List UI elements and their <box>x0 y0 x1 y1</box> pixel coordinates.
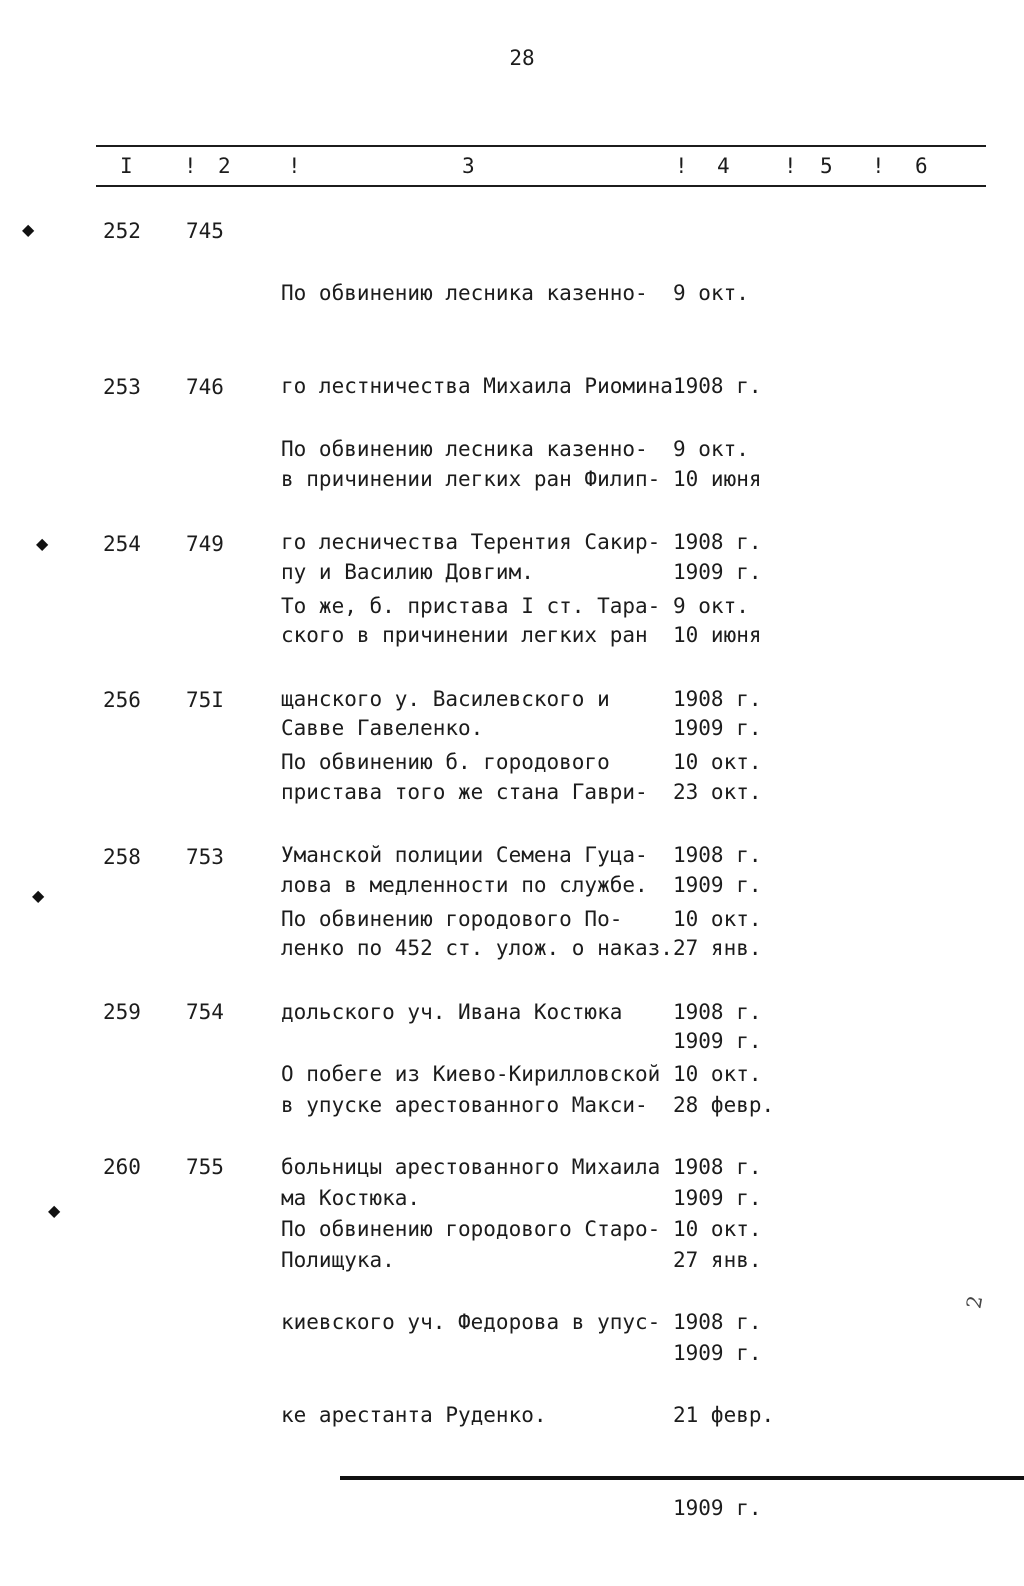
entry-description <box>281 1152 673 1586</box>
entry-dates <box>673 1152 783 1586</box>
header-col-1: I <box>120 154 133 178</box>
description-line: По обвинению лесника казенно- <box>281 281 648 305</box>
date-line: 1908 г. <box>673 530 762 554</box>
case-number: 745 <box>186 219 224 243</box>
description-line: щанского у. Василевского и <box>281 687 610 711</box>
header-col-5: 5 <box>820 154 833 178</box>
margin-handwritten-note: 2 <box>961 1293 988 1311</box>
description-line: лова в медленности по службе. <box>281 873 648 897</box>
header-sep-1: ! <box>184 154 197 178</box>
entry-number: 259 <box>103 1000 141 1024</box>
description-line: в упуске арестованного Макси- <box>281 1093 648 1117</box>
description-line: ленко по 452 ст. улож. о наказ. <box>281 936 673 960</box>
date-line: 1908 г. <box>673 843 762 867</box>
description-line: го лестничества Михаила Риомина <box>281 374 673 398</box>
description-line: По обвинению городового По- <box>281 907 623 931</box>
description-line: Савве Гавеленко. <box>281 716 484 740</box>
description-line: По обвинению б. городового <box>281 750 610 774</box>
header-sep-4: ! <box>784 154 797 178</box>
description-line: Уманской полиции Семена Гуца- <box>281 843 648 867</box>
date-line: 10 июня <box>673 467 762 491</box>
date-line: 1909 г. <box>673 716 762 740</box>
date-line: 1909 г. <box>673 1029 762 1053</box>
entry-number: 254 <box>103 532 141 556</box>
description-line <box>281 1493 673 1524</box>
description-line: пристава того же стана Гаври- <box>281 780 648 804</box>
date-line: 1909 г. <box>673 1496 762 1520</box>
date-line: 1908 г. <box>673 1000 762 1024</box>
header-sep-3: ! <box>675 154 688 178</box>
description-line: Полищука. <box>281 1248 395 1272</box>
description-line: О побеге из Киево-Кирилловской <box>281 1062 661 1086</box>
case-number: 753 <box>186 845 224 869</box>
date-line: 1908 г. <box>673 687 762 711</box>
margin-mark-icon: ◆ <box>22 220 35 239</box>
date-line: 1909 г. <box>673 560 762 584</box>
entry-number: 256 <box>103 688 141 712</box>
entry-number: 260 <box>103 1155 141 1179</box>
description-line: ского в причинении легких ран <box>281 623 648 647</box>
page-number: 28 <box>509 46 535 70</box>
table-header-rule-bottom <box>96 185 986 187</box>
description-line: По обвинению лесника казенно- <box>281 437 648 461</box>
header-col-6: 6 <box>915 154 928 178</box>
description-line: дольского уч. Ивана Костюка <box>281 1000 623 1024</box>
date-line: 1908 г. <box>673 1155 762 1179</box>
date-line: 1908 г. <box>673 374 762 398</box>
date-line: 1908 г. <box>673 1310 762 1334</box>
table-row <box>0 1152 1024 1520</box>
case-number: 75I <box>186 688 224 712</box>
scan-edge-line <box>340 1476 1024 1480</box>
description-line: пу и Василию Довгим. <box>281 560 534 584</box>
entry-number: 258 <box>103 845 141 869</box>
description-line: го лесничества Терентия Сакир- <box>281 530 661 554</box>
case-number: 754 <box>186 1000 224 1024</box>
date-line: 1909 г. <box>673 1186 762 1210</box>
description-line: То же, б. пристава I ст. Тара- <box>281 594 661 618</box>
case-number: 746 <box>186 375 224 399</box>
description-line: киевского уч. Федорова в упус- <box>281 1310 661 1334</box>
description-line: в причинении легких ран Филип- <box>281 467 661 491</box>
date-line: 1909 г. <box>673 1341 762 1365</box>
date-line: 28 февр. <box>673 1093 775 1117</box>
description-line: ке арестанта Руденко. <box>281 1403 547 1427</box>
description-line: больницы арестованного Михаила <box>281 1155 661 1179</box>
table-header-rule-top <box>96 145 986 147</box>
margin-mark-icon: ◆ <box>36 534 49 553</box>
description-line: По обвинению городового Старо- <box>281 1217 661 1241</box>
date-line: 10 окт. <box>673 750 762 774</box>
date-line: 23 окт. <box>673 780 762 804</box>
date-line: 10 июня <box>673 623 762 647</box>
case-number: 755 <box>186 1155 224 1179</box>
date-line: 1909 г. <box>673 873 762 897</box>
date-line: 27 янв. <box>673 1248 762 1272</box>
date-line: 10 окт. <box>673 1217 762 1241</box>
date-line: 9 окт. <box>673 281 749 305</box>
date-line: 9 окт. <box>673 437 749 461</box>
entry-number: 252 <box>103 219 141 243</box>
date-line: 9 окт. <box>673 594 749 618</box>
header-col-2: 2 <box>218 154 231 178</box>
entry-number: 253 <box>103 375 141 399</box>
header-col-3: 3 <box>462 154 475 178</box>
header-sep-5: ! <box>872 154 885 178</box>
margin-mark-icon: ◆ <box>48 1201 61 1220</box>
description-line: ма Костюка. <box>281 1186 421 1210</box>
date-line: 21 февр. <box>673 1403 775 1427</box>
margin-mark-icon: ◆ <box>32 886 45 905</box>
header-sep-2: ! <box>288 154 301 178</box>
date-line: 27 янв. <box>673 936 762 960</box>
date-line: 10 окт. <box>673 1062 762 1086</box>
header-col-4: 4 <box>717 154 730 178</box>
date-line: 10 окт. <box>673 907 762 931</box>
case-number: 749 <box>186 532 224 556</box>
